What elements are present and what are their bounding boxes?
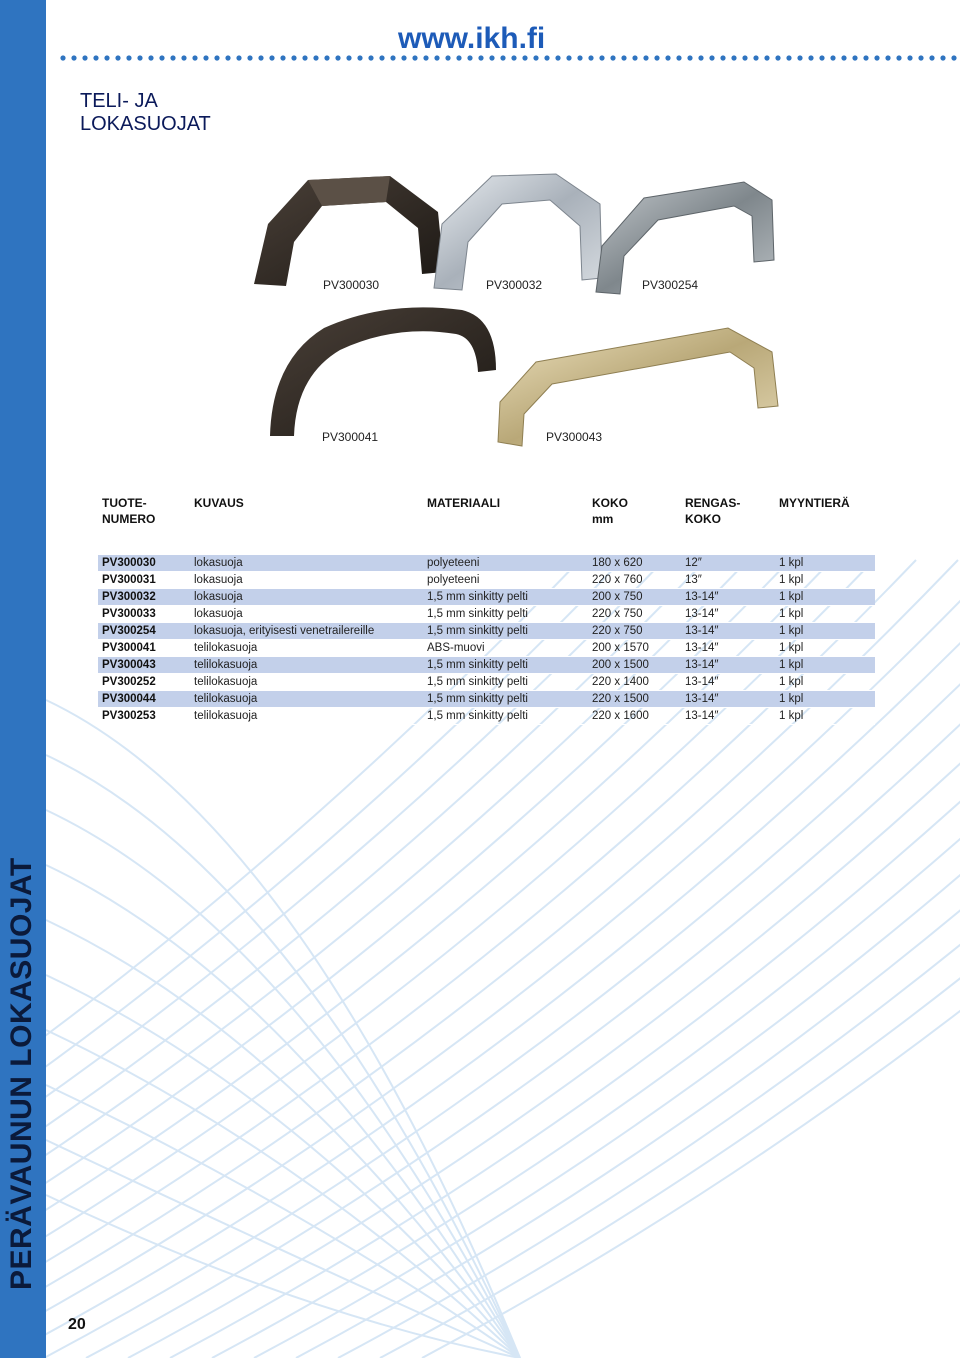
- table-row: [98, 589, 875, 606]
- fender-image-pv300032: [432, 168, 606, 294]
- product-label-pv300041: PV300041: [322, 430, 379, 444]
- cell-size: 200 x 750: [588, 589, 681, 606]
- cell-sales-unit: 1 kpl: [775, 708, 875, 725]
- cell-sales-unit: 1 kpl: [775, 589, 875, 606]
- cell-description: lokasuoja: [190, 589, 423, 606]
- fender-image-pv300043: [496, 322, 780, 448]
- cell-description: telilokasuoja: [190, 708, 423, 725]
- cell-description: telilokasuoja: [190, 640, 423, 657]
- cell-tire-size: 13-14″: [681, 623, 775, 640]
- cell-tire-size: 13-14″: [681, 589, 775, 606]
- cell-material: 1,5 mm sinkitty pelti: [423, 674, 588, 691]
- cell-material: 1,5 mm sinkitty pelti: [423, 657, 588, 674]
- cell-product-number: PV300033: [98, 606, 190, 623]
- cell-tire-size: 13-14″: [681, 606, 775, 623]
- cell-product-number: PV300044: [98, 691, 190, 708]
- cell-description: telilokasuoja: [190, 674, 423, 691]
- header-description: KUVAUS: [194, 496, 244, 510]
- product-label-pv300030: PV300030: [323, 278, 380, 292]
- cell-size: 200 x 1500: [588, 657, 681, 674]
- dotted-rule: [60, 55, 960, 61]
- cell-material: 1,5 mm sinkitty pelti: [423, 606, 588, 623]
- cell-description: lokasuoja, erityisesti venetrailereille: [190, 623, 423, 640]
- table-row: [98, 674, 875, 691]
- header-sales-unit: MYYNTIERÄ: [779, 496, 850, 510]
- cell-material: polyeteeni: [423, 555, 588, 572]
- cell-product-number: PV300030: [98, 555, 190, 572]
- cell-size: 220 x 750: [588, 623, 681, 640]
- cell-tire-size: 13-14″: [681, 674, 775, 691]
- cell-sales-unit: 1 kpl: [775, 606, 875, 623]
- cell-tire-size: 13-14″: [681, 657, 775, 674]
- page-number: 20: [68, 1316, 86, 1333]
- cell-product-number: PV300041: [98, 640, 190, 657]
- section-title-vertical: PERÄVAUNUN LOKASUOJAT: [5, 857, 38, 1290]
- cell-description: lokasuoja: [190, 606, 423, 623]
- cell-material: 1,5 mm sinkitty pelti: [423, 589, 588, 606]
- table-row: [98, 623, 875, 640]
- cell-tire-size: 13-14″: [681, 708, 775, 725]
- product-spec-table: [98, 495, 875, 725]
- cell-sales-unit: 1 kpl: [775, 572, 875, 589]
- table-row: [98, 572, 875, 589]
- cell-description: telilokasuoja: [190, 691, 423, 708]
- product-label-pv300254: PV300254: [642, 278, 699, 292]
- cell-material: ABS-muovi: [423, 640, 588, 657]
- table-row: [98, 691, 875, 708]
- cell-material: 1,5 mm sinkitty pelti: [423, 623, 588, 640]
- cell-sales-unit: 1 kpl: [775, 657, 875, 674]
- cell-product-number: PV300031: [98, 572, 190, 589]
- cell-size: 180 x 620: [588, 555, 681, 572]
- cell-tire-size: 13-14″: [681, 640, 775, 657]
- table-row: [98, 555, 875, 572]
- cell-size: 220 x 1500: [588, 691, 681, 708]
- cell-sales-unit: 1 kpl: [775, 691, 875, 708]
- cell-size: 220 x 1400: [588, 674, 681, 691]
- cell-tire-size: 13″: [681, 572, 775, 589]
- cell-sales-unit: 1 kpl: [775, 640, 875, 657]
- cell-size: 220 x 750: [588, 606, 681, 623]
- header-product-number: TUOTE- NUMERO: [102, 496, 156, 526]
- header-tire-size: RENGAS- KOKO: [685, 496, 741, 526]
- cell-tire-size: 13-14″: [681, 691, 775, 708]
- cell-product-number: PV300043: [98, 657, 190, 674]
- cell-description: telilokasuoja: [190, 657, 423, 674]
- cell-material: polyeteeni: [423, 572, 588, 589]
- website-url[interactable]: www.ikh.fi: [398, 22, 546, 55]
- header-size: KOKO mm: [592, 496, 628, 526]
- cell-size: 200 x 1570: [588, 640, 681, 657]
- cell-material: 1,5 mm sinkitty pelti: [423, 708, 588, 725]
- table-row: [98, 708, 875, 725]
- table-row: [98, 606, 875, 623]
- cell-product-number: PV300253: [98, 708, 190, 725]
- cell-product-number: PV300254: [98, 623, 190, 640]
- fender-image-pv300030: [250, 172, 450, 290]
- cell-size: 220 x 760: [588, 572, 681, 589]
- cell-description: lokasuoja: [190, 572, 423, 589]
- cell-description: lokasuoja: [190, 555, 423, 572]
- cell-size: 220 x 1600: [588, 708, 681, 725]
- cell-sales-unit: 1 kpl: [775, 555, 875, 572]
- cell-tire-size: 12″: [681, 555, 775, 572]
- fender-image-pv300041: [266, 300, 500, 440]
- product-label-pv300032: PV300032: [486, 278, 543, 292]
- cell-product-number: PV300252: [98, 674, 190, 691]
- cell-sales-unit: 1 kpl: [775, 623, 875, 640]
- page-title-line2: LOKASUOJAT: [80, 113, 211, 135]
- product-label-pv300043: PV300043: [546, 430, 603, 444]
- header-material: MATERIAALI: [427, 496, 501, 510]
- table-header-row: [98, 495, 875, 527]
- page-title: [80, 90, 211, 136]
- cell-sales-unit: 1 kpl: [775, 674, 875, 691]
- table-row: [98, 657, 875, 674]
- cell-material: 1,5 mm sinkitty pelti: [423, 691, 588, 708]
- cell-product-number: PV300032: [98, 589, 190, 606]
- page-title-line1: TELI- JA: [80, 90, 158, 112]
- table-row: [98, 640, 875, 657]
